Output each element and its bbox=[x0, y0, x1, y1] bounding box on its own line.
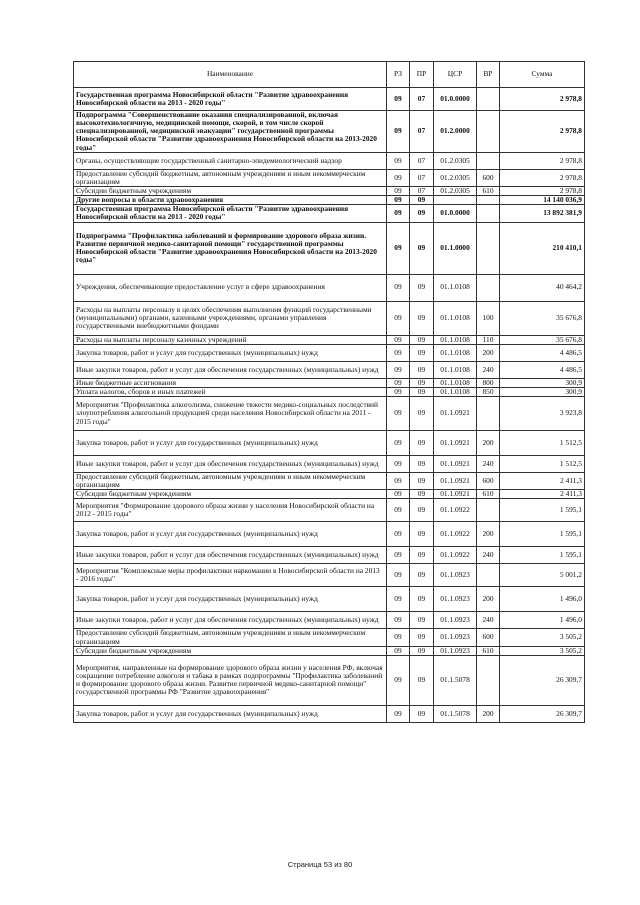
row-pr-cell: 09 bbox=[410, 646, 434, 655]
row-rz-cell: 09 bbox=[387, 344, 410, 361]
page-number: Страница 53 из 80 bbox=[287, 860, 353, 869]
row-rz-cell: 09 bbox=[387, 655, 410, 705]
row-csr-cell: 01.1.0923 bbox=[434, 564, 477, 587]
row-rz-cell: 09 bbox=[387, 430, 410, 455]
row-rz-cell: 09 bbox=[387, 335, 410, 344]
row-vr-cell bbox=[477, 499, 500, 522]
row-csr-cell: 01.1.0922 bbox=[434, 522, 477, 547]
row-csr-cell: 01.1.0923 bbox=[434, 629, 477, 646]
row-name-cell: Субсидии бюджетным учреждениям bbox=[74, 646, 387, 655]
table-row bbox=[74, 646, 585, 655]
row-pr-cell: 07 bbox=[410, 152, 434, 169]
row-rz-cell: 09 bbox=[387, 629, 410, 646]
row-name-cell: Учреждения, обеспечивающие предоставление услуг в сфере здравоохранения bbox=[74, 274, 387, 301]
row-name-cell: Подпрограмма "Совершенствование оказания специализированной, включая высокотехнологичную, медицинской помощи, скорой, в том числе скорой специализированной, медицинской эвакуации" государственной программы Новосибирской области "Развитие здравоохранения Новосибирской области на 2013-2020 годы" bbox=[74, 111, 387, 153]
row-pr-cell: 09 bbox=[410, 612, 434, 629]
row-sum-cell: 1 595,1 bbox=[500, 499, 585, 522]
row-sum-cell: 35 676,8 bbox=[500, 335, 585, 344]
row-rz-cell: 09 bbox=[387, 222, 410, 274]
row-sum-cell: 2 978,8 bbox=[500, 152, 585, 169]
row-vr-cell: 610 bbox=[477, 186, 500, 195]
row-rz-cell: 09 bbox=[387, 196, 410, 205]
row-pr-cell: 09 bbox=[410, 205, 434, 222]
row-name-cell: Закупка товаров, работ и услуг для государственных (муниципальных) нужд bbox=[74, 705, 387, 722]
row-name-cell: Закупка товаров, работ и услуг для государственных (муниципальных) нужд bbox=[74, 522, 387, 547]
row-rz-cell: 09 bbox=[387, 186, 410, 195]
table-row bbox=[74, 387, 585, 396]
table-row bbox=[74, 655, 585, 705]
row-pr-cell: 09 bbox=[410, 335, 434, 344]
row-name-cell: Иные закупки товаров, работ и услуг для обеспечения государственных (муниципальных) нужд bbox=[74, 455, 387, 472]
table-row bbox=[74, 205, 585, 222]
row-pr-cell: 09 bbox=[410, 499, 434, 522]
row-pr-cell: 09 bbox=[410, 361, 434, 378]
row-name-cell: Иные закупки товаров, работ и услуг для обеспечения государственных (муниципальных) нужд bbox=[74, 361, 387, 378]
row-name-cell: Предоставление субсидий бюджетным, автономным учреждениям и иным некоммерческим организациям bbox=[74, 472, 387, 489]
row-name-cell: Расходы на выплаты персоналу казенных учреждений bbox=[74, 335, 387, 344]
row-csr-cell: 01.1.0923 bbox=[434, 646, 477, 655]
table-row bbox=[74, 564, 585, 587]
table-row bbox=[74, 274, 585, 301]
row-csr-cell: 01.1.0108 bbox=[434, 387, 477, 396]
table-row bbox=[74, 396, 585, 430]
table-row bbox=[74, 705, 585, 722]
column-header-pr: ПР bbox=[410, 62, 434, 88]
row-vr-cell bbox=[477, 222, 500, 274]
row-sum-cell: 2 978,8 bbox=[500, 169, 585, 186]
row-csr-cell: 01.1.0921 bbox=[434, 430, 477, 455]
row-name-cell: Государственная программа Новосибирской области "Развитие здравоохранения Новосибирской области на 2013 - 2020 годы" bbox=[74, 88, 387, 111]
row-vr-cell: 240 bbox=[477, 612, 500, 629]
row-name-cell: Закупка товаров, работ и услуг для государственных (муниципальных) нужд bbox=[74, 587, 387, 612]
row-vr-cell: 100 bbox=[477, 301, 500, 335]
row-sum-cell: 1 512,5 bbox=[500, 430, 585, 455]
row-rz-cell: 09 bbox=[387, 472, 410, 489]
row-csr-cell: 01.1.0108 bbox=[434, 361, 477, 378]
row-pr-cell: 07 bbox=[410, 88, 434, 111]
row-vr-cell: 600 bbox=[477, 472, 500, 489]
row-csr-cell: 01.1.0108 bbox=[434, 344, 477, 361]
table-row bbox=[74, 301, 585, 335]
row-csr-cell: 01.1.5078 bbox=[434, 655, 477, 705]
row-sum-cell: 26 309,7 bbox=[500, 655, 585, 705]
row-rz-cell: 09 bbox=[387, 522, 410, 547]
row-name-cell: Закупка товаров, работ и услуг для государственных (муниципальных) нужд bbox=[74, 344, 387, 361]
row-csr-cell: 01.1.0923 bbox=[434, 612, 477, 629]
row-name-cell: Иные бюджетные ассигнования bbox=[74, 378, 387, 387]
row-name-cell: Органы, осуществляющие государственный санитарно-эпидемиологический надзор bbox=[74, 152, 387, 169]
column-header-vr: ВР bbox=[477, 62, 500, 88]
row-csr-cell: 01.2.0305 bbox=[434, 169, 477, 186]
row-rz-cell: 09 bbox=[387, 490, 410, 499]
row-pr-cell: 07 bbox=[410, 111, 434, 153]
row-sum-cell: 13 892 381,9 bbox=[500, 205, 585, 222]
row-csr-cell: 01.1.0921 bbox=[434, 472, 477, 489]
row-name-cell: Мероприятия "Комплексные меры профилактики наркомании в Новосибирской области на 2013 - 2016 годы" bbox=[74, 564, 387, 587]
table-row bbox=[74, 88, 585, 111]
row-pr-cell: 09 bbox=[410, 430, 434, 455]
row-pr-cell: 09 bbox=[410, 655, 434, 705]
row-rz-cell: 09 bbox=[387, 455, 410, 472]
row-sum-cell: 40 464,2 bbox=[500, 274, 585, 301]
row-pr-cell: 09 bbox=[410, 274, 434, 301]
row-vr-cell: 110 bbox=[477, 335, 500, 344]
row-csr-cell: 01.0.0000 bbox=[434, 88, 477, 111]
row-csr-cell: 01.1.5078 bbox=[434, 705, 477, 722]
table-row bbox=[74, 472, 585, 489]
row-vr-cell bbox=[477, 196, 500, 205]
row-rz-cell: 09 bbox=[387, 361, 410, 378]
row-csr-cell: 01.1.0108 bbox=[434, 274, 477, 301]
row-rz-cell: 09 bbox=[387, 169, 410, 186]
row-pr-cell: 09 bbox=[410, 344, 434, 361]
table-row bbox=[74, 490, 585, 499]
row-rz-cell: 09 bbox=[387, 396, 410, 430]
table-row bbox=[74, 152, 585, 169]
row-vr-cell bbox=[477, 88, 500, 111]
row-pr-cell: 09 bbox=[410, 222, 434, 274]
row-sum-cell: 26 309,7 bbox=[500, 705, 585, 722]
table-row bbox=[74, 612, 585, 629]
row-pr-cell: 09 bbox=[410, 629, 434, 646]
row-name-cell: Субсидии бюджетным учреждениям bbox=[74, 186, 387, 195]
row-pr-cell: 09 bbox=[410, 378, 434, 387]
row-csr-cell: 01.1.0923 bbox=[434, 587, 477, 612]
row-sum-cell: 35 676,8 bbox=[500, 301, 585, 335]
row-vr-cell: 200 bbox=[477, 430, 500, 455]
row-vr-cell: 240 bbox=[477, 547, 500, 564]
row-pr-cell: 09 bbox=[410, 387, 434, 396]
row-name-cell: Предоставление субсидий бюджетным, автономным учреждениям и иным некоммерческим организациям bbox=[74, 169, 387, 186]
row-name-cell: Закупка товаров, работ и услуг для государственных (муниципальных) нужд bbox=[74, 430, 387, 455]
row-vr-cell: 240 bbox=[477, 361, 500, 378]
row-csr-cell: 01.1.0000 bbox=[434, 222, 477, 274]
row-vr-cell: 600 bbox=[477, 169, 500, 186]
row-vr-cell bbox=[477, 655, 500, 705]
row-name-cell: Мероприятия "Формирование здорового образа жизни у населения Новосибирской области на 2012 - 2015 годы" bbox=[74, 499, 387, 522]
row-sum-cell: 14 140 036,9 bbox=[500, 196, 585, 205]
row-vr-cell bbox=[477, 396, 500, 430]
row-csr-cell: 01.1.0921 bbox=[434, 490, 477, 499]
row-rz-cell: 09 bbox=[387, 152, 410, 169]
row-vr-cell bbox=[477, 564, 500, 587]
row-sum-cell: 3 505,2 bbox=[500, 629, 585, 646]
row-pr-cell: 09 bbox=[410, 564, 434, 587]
row-sum-cell: 1 595,1 bbox=[500, 547, 585, 564]
column-header-csr: ЦСР bbox=[434, 62, 477, 88]
row-name-cell: Другие вопросы в области здравоохранения bbox=[74, 196, 387, 205]
row-pr-cell: 09 bbox=[410, 196, 434, 205]
table-row bbox=[74, 547, 585, 564]
row-sum-cell: 4 486,5 bbox=[500, 344, 585, 361]
row-name-cell: Иные закупки товаров, работ и услуг для обеспечения государственных (муниципальных) нужд bbox=[74, 547, 387, 564]
table-row bbox=[74, 111, 585, 153]
row-pr-cell: 09 bbox=[410, 587, 434, 612]
row-sum-cell: 3 505,2 bbox=[500, 646, 585, 655]
row-rz-cell: 09 bbox=[387, 587, 410, 612]
row-vr-cell: 800 bbox=[477, 378, 500, 387]
row-csr-cell: 01.1.0922 bbox=[434, 499, 477, 522]
row-rz-cell: 09 bbox=[387, 274, 410, 301]
row-sum-cell: 2 411,3 bbox=[500, 472, 585, 489]
table-row bbox=[74, 335, 585, 344]
row-name-cell: Уплата налогов, сборов и иных платежей bbox=[74, 387, 387, 396]
row-rz-cell: 09 bbox=[387, 387, 410, 396]
row-sum-cell: 2 978,8 bbox=[500, 186, 585, 195]
row-vr-cell bbox=[477, 152, 500, 169]
column-header-rz: РЗ bbox=[387, 62, 410, 88]
row-csr-cell: 01.1.0921 bbox=[434, 455, 477, 472]
row-rz-cell: 09 bbox=[387, 111, 410, 153]
row-vr-cell bbox=[477, 111, 500, 153]
row-name-cell: Мероприятия, направленные на формирование здорового образа жизни у населения РФ, включая сокращение потребление алкоголя и табака в рамках подпрограммы "Профилактика заболеваний и формирование здорового образа жизни. Развитие первичной медико-санитарной помощи" государственной программы РФ "Развитие здравоохранения" bbox=[74, 655, 387, 705]
table-row bbox=[74, 378, 585, 387]
table-row bbox=[74, 587, 585, 612]
row-sum-cell: 1 496,0 bbox=[500, 612, 585, 629]
row-rz-cell: 09 bbox=[387, 612, 410, 629]
row-sum-cell: 2 411,3 bbox=[500, 490, 585, 499]
row-vr-cell: 850 bbox=[477, 387, 500, 396]
row-rz-cell: 09 bbox=[387, 301, 410, 335]
row-rz-cell: 09 bbox=[387, 205, 410, 222]
row-vr-cell bbox=[477, 274, 500, 301]
row-csr-cell: 01.1.0921 bbox=[434, 396, 477, 430]
row-csr-cell: 01.1.0108 bbox=[434, 335, 477, 344]
row-rz-cell: 09 bbox=[387, 646, 410, 655]
row-vr-cell: 200 bbox=[477, 522, 500, 547]
row-vr-cell: 610 bbox=[477, 646, 500, 655]
row-name-cell: Субсидии бюджетным учреждениям bbox=[74, 490, 387, 499]
row-csr-cell bbox=[434, 196, 477, 205]
row-sum-cell: 5 001,2 bbox=[500, 564, 585, 587]
row-vr-cell: 610 bbox=[477, 490, 500, 499]
row-name-cell: Подпрограмма "Профилактика заболеваний и формирование здорового образа жизни. Развитие первичной медико-санитарной помощи" государственной программы Новосибирской области "Развитие здравоохранения Новосибирской области на 2013-2020 годы" bbox=[74, 222, 387, 274]
row-rz-cell: 09 bbox=[387, 547, 410, 564]
row-vr-cell: 200 bbox=[477, 587, 500, 612]
row-csr-cell: 01.0.0000 bbox=[434, 205, 477, 222]
table-row bbox=[74, 169, 585, 186]
row-rz-cell: 09 bbox=[387, 705, 410, 722]
row-sum-cell: 4 486,5 bbox=[500, 361, 585, 378]
row-name-cell: Государственная программа Новосибирской области "Развитие здравоохранения Новосибирской области на 2013 - 2020 годы" bbox=[74, 205, 387, 222]
row-vr-cell: 240 bbox=[477, 455, 500, 472]
column-header-name: Наименование bbox=[74, 62, 387, 88]
row-name-cell: Иные закупки товаров, работ и услуг для обеспечения государственных (муниципальных) нужд bbox=[74, 612, 387, 629]
row-vr-cell bbox=[477, 205, 500, 222]
row-pr-cell: 09 bbox=[410, 396, 434, 430]
table-header-row bbox=[74, 62, 585, 88]
row-sum-cell: 1 496,0 bbox=[500, 587, 585, 612]
row-pr-cell: 09 bbox=[410, 547, 434, 564]
row-rz-cell: 09 bbox=[387, 378, 410, 387]
row-csr-cell: 01.2.0000 bbox=[434, 111, 477, 153]
row-vr-cell: 200 bbox=[477, 344, 500, 361]
table-row bbox=[74, 499, 585, 522]
row-pr-cell: 09 bbox=[410, 705, 434, 722]
row-sum-cell: 300,9 bbox=[500, 378, 585, 387]
row-name-cell: Мероприятия "Профилактика алкоголизма, снижение тяжести медико-социальных последствий злоупотребления алкогольной продукцией среди населения Новосибирской области на 2011 - 2015 годы" bbox=[74, 396, 387, 430]
table-row bbox=[74, 629, 585, 646]
row-rz-cell: 09 bbox=[387, 88, 410, 111]
row-pr-cell: 09 bbox=[410, 472, 434, 489]
row-pr-cell: 07 bbox=[410, 186, 434, 195]
table-row bbox=[74, 522, 585, 547]
row-pr-cell: 09 bbox=[410, 490, 434, 499]
row-sum-cell: 1 512,5 bbox=[500, 455, 585, 472]
row-rz-cell: 09 bbox=[387, 499, 410, 522]
row-csr-cell: 01.2.0305 bbox=[434, 186, 477, 195]
row-csr-cell: 01.1.0108 bbox=[434, 378, 477, 387]
row-name-cell: Расходы на выплаты персоналу в целях обеспечения выполнения функций государственными (муниципальными) органами, казенными учреждениями, органами управления государственными внебюджетными фондами bbox=[74, 301, 387, 335]
row-sum-cell: 3 923,8 bbox=[500, 396, 585, 430]
row-sum-cell: 1 595,1 bbox=[500, 522, 585, 547]
column-header-sum: Сумма bbox=[500, 62, 585, 88]
row-csr-cell: 01.2.0305 bbox=[434, 152, 477, 169]
row-rz-cell: 09 bbox=[387, 564, 410, 587]
table-row bbox=[74, 361, 585, 378]
row-sum-cell: 300,9 bbox=[500, 387, 585, 396]
row-vr-cell: 600 bbox=[477, 629, 500, 646]
row-sum-cell: 210 410,1 bbox=[500, 222, 585, 274]
table-row bbox=[74, 344, 585, 361]
row-vr-cell: 200 bbox=[477, 705, 500, 722]
budget-table bbox=[73, 61, 585, 723]
row-csr-cell: 01.1.0108 bbox=[434, 301, 477, 335]
row-name-cell: Предоставление субсидий бюджетным, автономным учреждениям и иным некоммерческим организациям bbox=[74, 629, 387, 646]
row-pr-cell: 09 bbox=[410, 301, 434, 335]
row-pr-cell: 09 bbox=[410, 522, 434, 547]
row-csr-cell: 01.1.0922 bbox=[434, 547, 477, 564]
row-pr-cell: 09 bbox=[410, 455, 434, 472]
table-row bbox=[74, 430, 585, 455]
row-pr-cell: 07 bbox=[410, 169, 434, 186]
row-sum-cell: 2 978,8 bbox=[500, 111, 585, 153]
row-sum-cell: 2 978,8 bbox=[500, 88, 585, 111]
table-row bbox=[74, 222, 585, 274]
table-row bbox=[74, 455, 585, 472]
